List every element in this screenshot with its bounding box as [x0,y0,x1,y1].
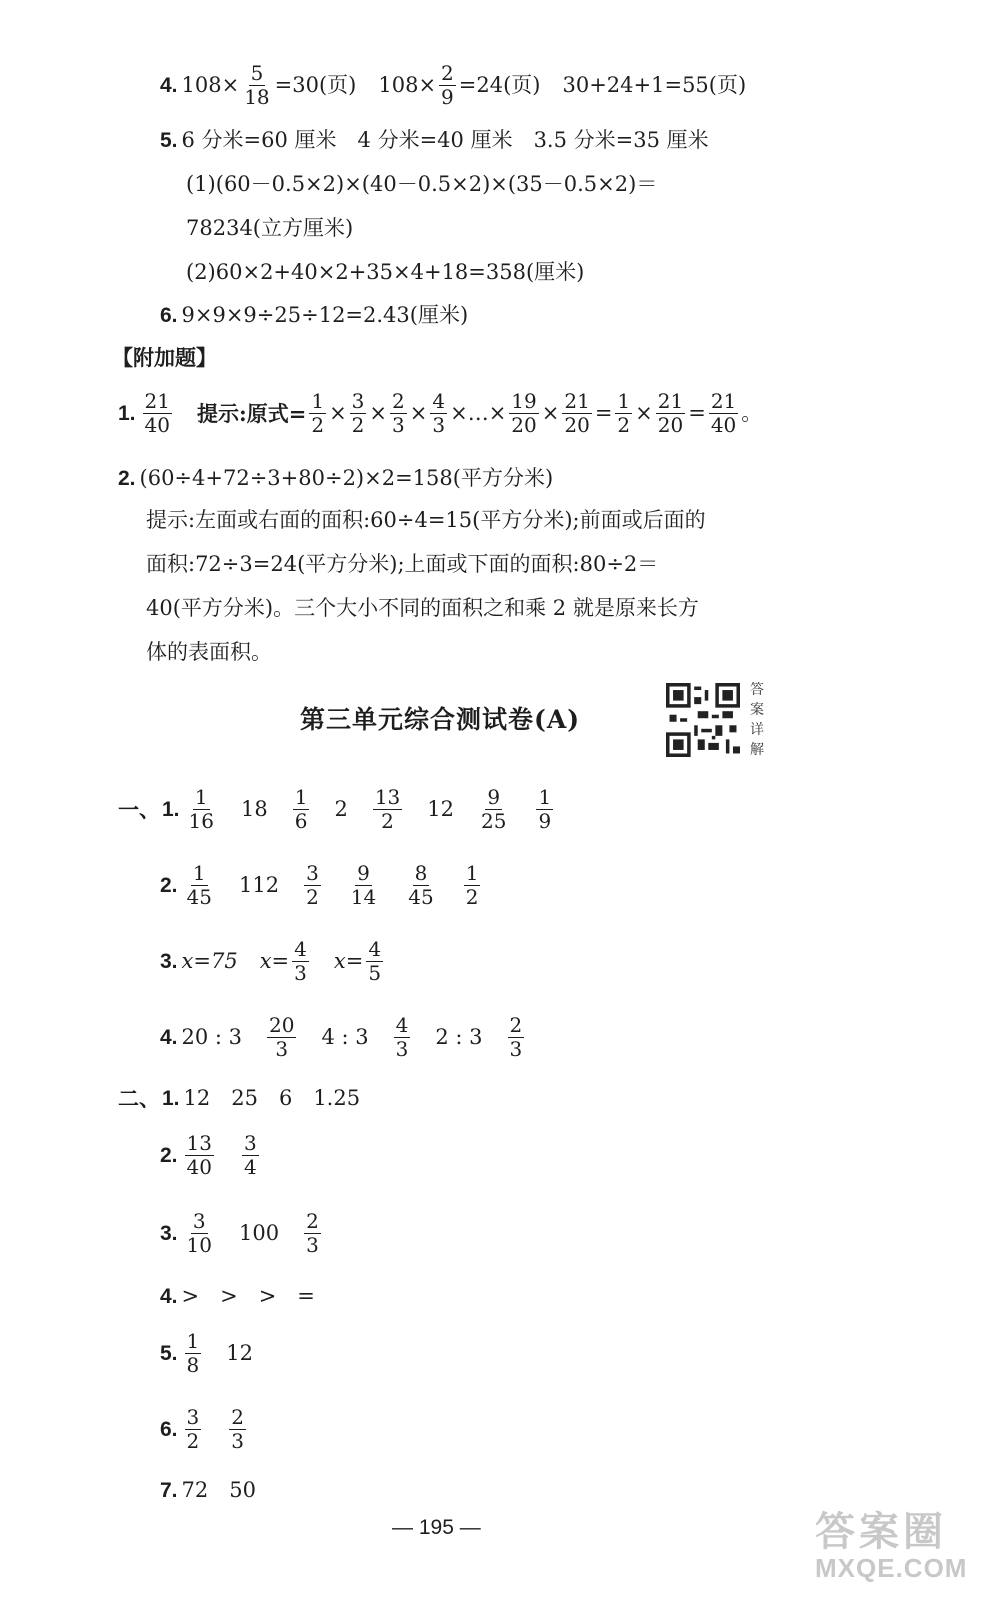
fraction: $\frac{2}{9}$ [441,61,454,109]
bonus-q2-hint-3: 40(平方分米)。三个大小不同的面积之和乘 2 就是原来长方 [146,596,699,620]
fraction: $\frac{8}{45}$ [408,861,434,909]
part2-row7: 7. 72 50 [160,1478,256,1502]
section-label: 一、 [118,796,160,822]
qr-code-icon[interactable] [666,683,740,757]
fraction: $\frac{3}{4}$ [243,1131,257,1179]
bonus-header: 【附加题】 [112,347,217,370]
item-5 [160,128,709,153]
part2-row4: 4. > > > = [160,1284,315,1308]
fraction: $\frac{1}{16}$ [188,785,214,833]
item-number: 5. [160,1341,178,1365]
item-number: 2. [118,467,136,490]
part2-row2 [160,1132,262,1179]
hint-text: 提示:原式= [196,400,307,426]
expr: 108× [181,72,240,97]
expr: 30+24+1=55(页) [562,72,747,97]
bonus-q2-hint-4: 体的表面积。 [146,640,272,664]
item-number: 4. [160,73,178,97]
item-number: 1. [162,1087,180,1110]
watermark-logo: 答案圈 MXQE.COM [815,1510,968,1583]
item-number: 1. [162,797,180,821]
fraction: $\frac{1}{2}$ [311,389,325,437]
fraction: $\frac{9}{14}$ [350,861,377,909]
part2-row5: 5. $\frac{1}{8}$ 12 [160,1329,253,1377]
fraction: $\frac{4}{3}$ [395,1013,409,1061]
item-number: 4. [160,1025,178,1049]
item-number: 6. [160,1417,178,1441]
fraction: $\frac{2}{3}$ [231,1405,244,1453]
fraction: $\frac{1}{9}$ [538,785,552,833]
fraction: $\frac{5}{18}$ [244,61,270,109]
fraction: $\frac{9}{25}$ [481,785,507,833]
fraction: $\frac{1}{8}$ [186,1329,200,1377]
fraction: $\frac{4}{3}$ [432,389,446,437]
expr: 108× [378,72,437,97]
part1-row2: 2. $\frac{1}{45}$ 112 $\frac{3}{2}$ $\frac{9}{14}$ $\frac{8}{45}$ $\frac{1}{2}$ [160,861,479,909]
item-text: (1)(60－0.5×2)×(40－0.5×2)×(35－0.5×2)＝ [186,172,658,196]
part2-row3: 3. $\frac{3}{10}$ 100 $\frac{2}{3}$ [160,1209,319,1257]
bonus-q1: 1. $\frac{21}{40}$ 提示:原式= $\frac{1}{2}$ × $\frac{3}{2}$ × $\frac{2}{3}$ × $\frac{4}{3}$ ×…× $\frac{19}{20}$ × $\frac{21}{20}$ = $\frac{1}{2}$ × $\frac{21}{20}$ = $\frac{21}{40}$ 。 [118,389,763,437]
item-number: 1. [118,401,136,425]
item-number: 2. [160,1143,178,1167]
fraction: $\frac{3}{2}$ [306,861,319,909]
fraction: $\frac{1}{2}$ [617,389,631,437]
fraction: $\frac{1}{6}$ [294,785,308,833]
item-text: 6 分米=60 厘米 4 分米=40 厘米 3.5 分米=35 厘米 [181,128,709,152]
expr: =30(页) [274,72,357,97]
fraction: $\frac{4}{3}$ [294,937,307,985]
expr: =24(页) [458,72,541,97]
fraction: $\frac{19}{20}$ [511,389,537,437]
bonus-q2-hint-2: 面积:72÷3=24(平方分米);上面或下面的面积:80÷2＝ [146,552,659,576]
bonus-q2-hint-1: 提示:左面或右面的面积:60÷4=15(平方分米);前面或后面的 [146,508,706,532]
fraction: $\frac{13}{40}$ [186,1131,212,1179]
fraction: $\frac{2}{3}$ [392,389,405,437]
part2-row6 [160,1406,249,1453]
item-5-sub2 [186,260,584,285]
item-text: (2)60×2+40×2+35×4+18=358(厘米) [186,260,585,284]
part1-row3: 3. x=75 x= $\frac{4}{3}$ x= $\frac{4}{5}$ [160,937,382,985]
item-number: 4. [160,1285,178,1308]
page-number: — 195 — [392,1516,481,1539]
item-number: 3. [160,949,178,973]
fraction: $\frac{3}{2}$ [186,1405,200,1453]
item-text: (60÷4+72÷3+80÷2)×2=158(平方分米) [139,466,554,490]
part1-row1: 一、 1. $\frac{1}{16}$ 18 $\frac{1}{6}$ 2 $\frac{13}{2}$ 12 $\frac{9}{25}$ $\frac{1}{9}$ [118,785,552,833]
item-4 [160,62,746,109]
bonus-q2 [118,466,553,491]
fraction: $\frac{21}{40}$ [710,389,737,437]
item-number: 2. [160,873,178,897]
part2-row1: 二、 1. 12 25 6 1.25 [118,1086,361,1111]
fraction: $\frac{13}{2}$ [374,785,401,833]
fraction: $\frac{2}{3}$ [306,1209,319,1257]
qr-label: 答案详解 [750,682,764,758]
item-number: 3. [160,1221,178,1245]
fraction: $\frac{3}{2}$ [351,389,365,437]
item-number: 5. [160,129,178,152]
fraction: $\frac{3}{10}$ [186,1209,212,1257]
fraction: $\frac{2}{3}$ [509,1013,523,1061]
section-title: 第三单元综合测试卷(A) [300,705,581,734]
fraction: $\frac{21}{20}$ [657,389,684,437]
item-number: 7. [160,1479,178,1502]
part1-row4: 4. 20 : 3 $\frac{20}{3}$ 4 : 3 $\frac{4}{3}$ 2 : 3 $\frac{2}{3}$ [160,1013,523,1061]
fraction: $\frac{21}{20}$ [564,389,590,437]
item-number: 6. [160,304,178,327]
fraction: $\frac{20}{3}$ [269,1013,295,1061]
fraction: $\frac{1}{2}$ [465,861,479,909]
item-text: 78234(立方厘米) [186,216,354,240]
section-label: 二、 [118,1086,160,1111]
item-5-sub1 [186,172,657,197]
item-text: 9×9×9÷25÷12=2.43(厘米) [181,303,469,327]
fraction: $\frac{4}{5}$ [368,937,382,985]
item-6 [160,303,468,328]
fraction: $\frac{1}{45}$ [186,861,212,909]
item-5-sub1-cont [186,216,353,241]
fraction: $\frac{21}{40}$ [144,389,170,437]
